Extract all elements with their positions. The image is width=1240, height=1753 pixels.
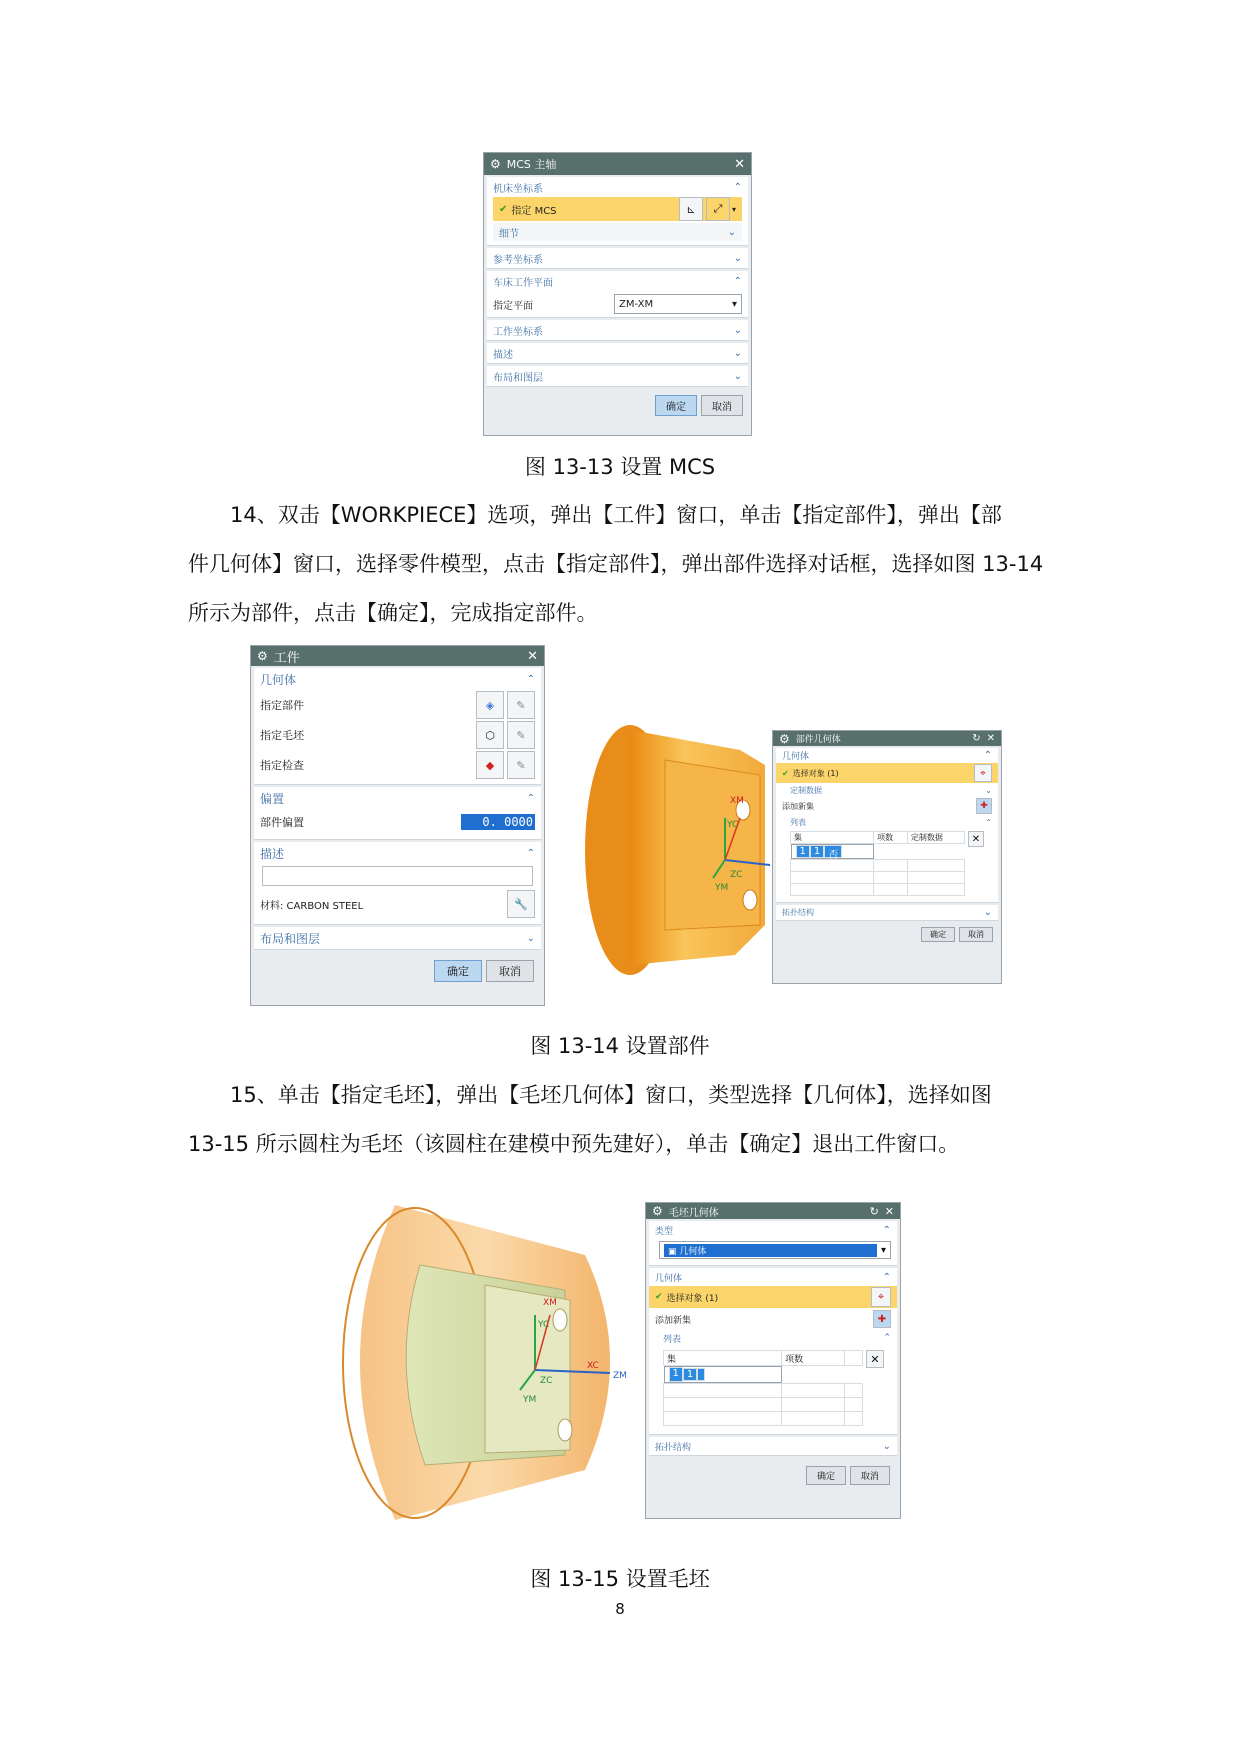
plane-row [487,291,748,317]
table-row [664,1398,863,1412]
axis-label: YM [523,1395,537,1405]
close-icon[interactable]: ✕ [884,1204,894,1218]
figure-caption: 图 13-13 设置 MCS [524,455,716,479]
table-cell: 1 [683,1368,697,1381]
para-line: 14、双击【WORKPIECE】选项，弹出【工件】窗口，单击【指定部件】，弹出【部 [230,503,1002,527]
table-cell: 1 [810,845,824,858]
group-label: 参考坐标系 [493,254,543,266]
dropdown-arrow-icon[interactable]: ▾ [731,204,736,214]
group-type [649,1221,897,1266]
gear-icon[interactable]: ⚙ [490,157,501,171]
mcs-dialog [483,152,752,436]
blank-model-image [335,1195,645,1530]
dialog-title: MCS 主轴 [506,158,557,171]
part-offset-row [254,809,541,835]
wrench-icon[interactable]: 🔧 [507,890,535,918]
button-bar [773,923,1001,946]
group-label: 拓扑结构 [782,908,814,917]
group-header[interactable] [487,366,748,386]
plane-select[interactable] [614,294,742,314]
type-value-field [664,1244,877,1257]
row-label: 指定毛坯 [260,729,304,742]
list-header[interactable] [657,1330,897,1346]
chevron-down-icon[interactable]: ⌄ [733,324,742,336]
group-header[interactable] [254,787,541,809]
group-geometry [254,668,541,785]
crosshair-icon[interactable]: ⌖ [871,1287,891,1307]
delete-icon[interactable]: ✕ [866,1350,884,1368]
hole-shape [558,1419,572,1441]
group-description [254,842,541,925]
group-work-cs [487,320,748,341]
table-cell: 否 [824,845,842,858]
dropdown-arrow-icon: ▾ [880,1244,886,1256]
group-offset [254,787,541,840]
group-label: 布局和图层 [493,372,543,384]
axis-label: YM [715,883,729,893]
group-header[interactable] [487,343,748,363]
detail-row[interactable] [493,223,742,241]
specify-check-row [254,750,541,780]
column-header: 项数 [782,1351,845,1366]
custom-data-label: 定制数据 [790,785,822,795]
column-header: 集 [791,832,874,844]
select-object-label: 选择对象 (1) [792,768,839,778]
select-object-row[interactable] [776,763,998,783]
cancel-button[interactable]: 取消 [959,927,993,942]
column-header: 定制数据 [907,832,964,844]
chevron-up-icon[interactable]: ⌃ [882,1224,891,1236]
material-row [254,888,541,920]
list-label: 列表 [663,1334,682,1345]
figure-caption: 图 13-15 设置毛坯 [530,1567,710,1591]
group-label: 类型 [655,1226,674,1237]
chevron-down-icon[interactable]: ⌄ [882,1440,891,1452]
list-area [776,829,998,902]
axis-label: ZC [730,870,743,880]
part-offset-input[interactable]: 0. 0000 [461,814,535,830]
chevron-down-icon[interactable]: ⌄ [983,907,992,918]
type-value: 几何体 [679,1246,707,1257]
plane-value: ZM-XM [619,298,654,310]
table-cell: 1 [669,1367,683,1382]
part-model-image [575,700,785,990]
para-line: 13-15 所示圆柱为毛坯（该圆柱在建模中预先建好），单击【确定】退出工件窗口。 [188,1132,960,1156]
chevron-down-icon[interactable]: ⌄ [733,347,742,359]
axis-label: ZM [613,1371,627,1381]
gear-icon[interactable]: ⚙ [257,649,268,663]
paragraph-15 [188,1071,1058,1169]
group-header[interactable] [649,1268,897,1286]
table-cell: 1 [796,845,810,858]
group-layout-layers [487,366,748,387]
crosshair-icon[interactable]: ⌖ [974,764,992,782]
table-header-row [664,1351,863,1366]
gear-icon[interactable]: ⚙ [652,1204,663,1218]
close-icon[interactable]: ✕ [527,648,538,664]
axis-label: YC [538,1320,550,1330]
group-header[interactable] [254,842,541,864]
group-topology [649,1437,897,1456]
custom-data-row[interactable] [784,783,998,797]
hole-shape [743,890,757,910]
chevron-up-icon[interactable]: ⌃ [733,275,742,287]
plane-label: 指定平面 [493,300,533,312]
workpiece-dialog [250,645,545,1006]
chevron-down-icon[interactable]: ⌄ [985,785,992,795]
description-input[interactable] [262,866,533,886]
check-icon: ✔ [655,1292,663,1302]
flashlight-icon[interactable]: ✎ [507,721,535,749]
dialog-title: 部件几何体 [795,735,841,745]
dialog-title: 毛坯几何体 [668,1207,719,1219]
cancel-button[interactable]: 取消 [850,1466,890,1485]
ok-button[interactable]: 确定 [806,1466,846,1485]
reset-icon[interactable]: ↻ [972,733,981,744]
page-number: 8 [615,1600,625,1618]
list-label: 列表 [790,817,806,827]
specify-part-row [254,690,541,720]
close-icon[interactable]: ✕ [986,733,995,744]
button-bar [484,389,751,422]
group-geometry [649,1268,897,1435]
button-bar [251,952,544,990]
gear-icon[interactable]: ⚙ [779,731,790,746]
row-label: 指定部件 [260,699,304,712]
add-set-label: 添加新集 [782,801,814,811]
specify-blank-row [254,720,541,750]
reset-icon[interactable]: ↻ [869,1204,879,1218]
detail-label: 细节 [499,228,519,240]
part-select-icon[interactable]: ◈ [476,691,504,719]
mcs-titlebar[interactable] [484,153,751,175]
chevron-down-icon[interactable]: ⌄ [526,932,535,944]
add-set-row [649,1308,897,1330]
list-header[interactable] [784,815,998,829]
material-label: 材料: CARBON STEEL [260,900,364,912]
add-set-row [776,797,998,815]
chevron-down-icon[interactable]: ⌄ [727,226,736,238]
axis-label: XM [543,1298,557,1308]
blank-geometry-titlebar[interactable] [646,1203,900,1219]
ok-button[interactable]: 确定 [434,960,482,982]
group-label: 描述 [260,846,285,861]
list-area [649,1346,897,1434]
figure-caption: 图 13-14 设置部件 [530,1034,710,1058]
table-row [791,884,965,896]
paragraph-14 [188,491,1058,638]
select-object-row[interactable] [649,1286,897,1308]
group-label: 几何体 [655,1273,683,1284]
blank-geometry-dialog [645,1202,901,1519]
check-icon: ✔ [499,203,508,215]
csys-icon[interactable]: ⤢ [706,197,730,221]
add-set-label: 添加新集 [655,1315,692,1326]
table-row [664,1384,863,1398]
table-row[interactable] [791,844,874,859]
ok-button[interactable]: 确定 [655,395,697,416]
para-line: 所示为部件，点击【确定】，完成指定部件。 [188,601,598,625]
chevron-down-icon[interactable]: ⌄ [733,252,742,264]
para-line: 15、单击【指定毛坯】，弹出【毛坯几何体】窗口，类型选择【几何体】，选择如图 [230,1083,992,1107]
group-header[interactable] [487,320,748,340]
group-header[interactable] [649,1437,897,1455]
group-ref-cs [487,248,748,269]
chevron-up-icon[interactable]: ⌃ [526,847,535,859]
table-row[interactable] [664,1366,782,1383]
axis-label: XM [730,796,744,806]
chevron-up-icon[interactable]: ⌃ [733,181,742,193]
ok-button[interactable]: 确定 [921,927,955,942]
table-row [664,1412,863,1426]
table-row [791,872,965,884]
table-header-row [791,832,965,844]
group-header[interactable] [254,668,541,690]
group-header[interactable] [487,271,748,291]
group-label: 几何体 [782,752,810,762]
group-label: 描述 [493,349,513,361]
group-description [487,343,748,364]
row-label: 指定检查 [260,759,304,772]
chevron-up-icon[interactable]: ⌃ [526,673,535,685]
workpiece-titlebar[interactable] [251,646,544,666]
button-bar [646,1458,900,1493]
close-icon[interactable]: ✕ [734,156,745,172]
hole-shape [553,1309,567,1331]
group-geometry [776,748,998,903]
para-line: 件几何体】窗口，选择零件模型，点击【指定部件】，弹出部件选择对话框，选择如图 13-14 [188,552,1044,576]
group-label: 偏置 [260,791,285,806]
select-object-label: 选择对象 (1) [666,1293,719,1304]
check-geometry-icon[interactable]: ◆ [476,751,504,779]
geometry-type-icon: ▣ [668,1246,680,1257]
chevron-down-icon[interactable]: ⌄ [733,370,742,382]
type-select[interactable] [659,1241,891,1259]
group-machine-cs [487,177,748,246]
group-topology [776,905,998,921]
group-header[interactable] [487,248,748,268]
part-geometry-dialog [772,730,1002,984]
cancel-button[interactable]: 取消 [486,960,534,982]
axis-label: ZC [540,1376,553,1386]
axis-label: YC [727,820,739,830]
group-label: 布局和图层 [260,931,321,946]
delete-icon[interactable]: ✕ [968,831,984,847]
column-header: 集 [664,1351,782,1366]
group-label: 机床坐标系 [493,183,543,195]
row-label: 部件偏置 [260,816,304,829]
add-set-icon[interactable]: ✚ [976,798,992,814]
blank-select-icon[interactable]: ⬡ [476,721,504,749]
part-geometry-titlebar[interactable] [773,731,1001,746]
chevron-up-icon[interactable]: ⌃ [883,1333,891,1343]
group-label: 拓扑结构 [655,1442,692,1453]
group-header[interactable] [776,905,998,920]
group-label: 工作坐标系 [493,326,543,338]
set-list-table [790,831,965,896]
chevron-up-icon[interactable]: ⌃ [983,750,992,761]
add-set-icon[interactable]: ✚ [873,1310,891,1328]
group-lathe-plane [487,271,748,318]
group-header[interactable] [649,1221,897,1239]
flashlight-icon[interactable]: ✎ [507,691,535,719]
axis-label: XC [587,1361,599,1371]
group-header[interactable] [776,748,998,763]
cancel-button[interactable]: 取消 [701,395,743,416]
set-list-table [663,1350,863,1426]
flashlight-icon[interactable]: ✎ [507,751,535,779]
table-row [791,860,965,872]
column-header: 项数 [874,832,908,844]
csys-dialog-icon[interactable]: ⊾ [679,197,703,221]
check-icon: ✔ [782,768,789,778]
chevron-up-icon[interactable]: ⌃ [526,792,535,804]
group-label: 车床工作平面 [493,277,553,289]
group-header[interactable] [254,927,541,949]
group-header[interactable] [487,177,748,197]
group-layout-layers [254,927,541,950]
chevron-up-icon[interactable]: ⌃ [882,1271,891,1283]
specify-mcs-row[interactable] [493,197,742,221]
chevron-up-icon[interactable]: ⌃ [985,817,992,827]
dialog-title: 工件 [273,650,300,666]
group-label: 几何体 [260,672,297,687]
dropdown-arrow-icon: ▾ [731,298,737,310]
specify-mcs-label: 指定 MCS [511,205,557,217]
